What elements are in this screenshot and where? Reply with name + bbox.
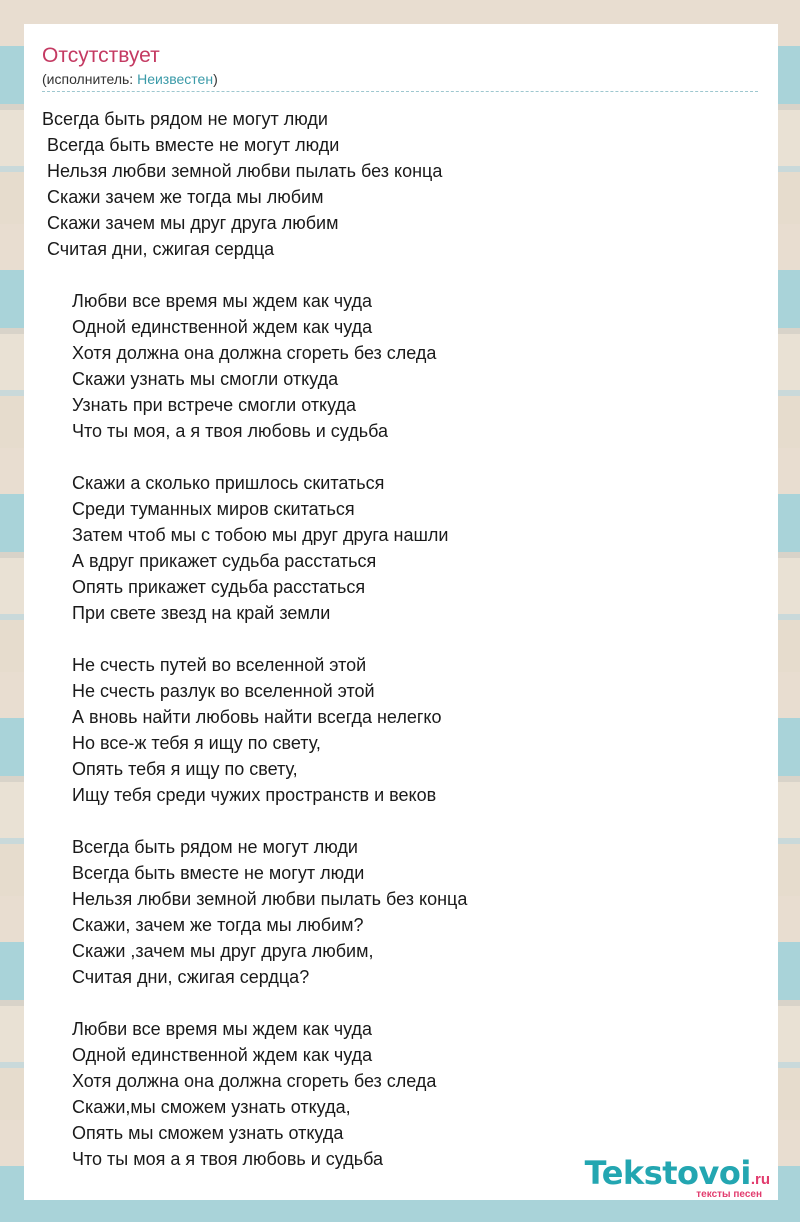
lyric-line: Всегда быть рядом не могут люди	[72, 837, 358, 857]
stanza	[42, 470, 467, 626]
song-header	[42, 42, 758, 92]
lyric-line: Скажи,мы сможем узнать откуда,	[72, 1097, 351, 1117]
lyric-line: Опять тебя я ищу по свету,	[72, 759, 298, 779]
stanza	[42, 288, 467, 444]
lyric-line: Считая дни, сжигая сердца	[42, 239, 275, 259]
logo-name: Tekstovoi	[584, 1154, 751, 1192]
stanza	[42, 106, 467, 262]
lyric-line: Хотя должна она должна сгореть без следа	[72, 1071, 437, 1091]
lyric-line: Скажи узнать мы смогли откуда	[72, 369, 339, 389]
lyric-line: Нельзя любви земной любви пылать без конца	[42, 161, 443, 181]
lyric-line: Всегда быть вместе не могут люди	[72, 863, 365, 883]
lyric-line: Считая дни, сжигая сердца?	[72, 967, 310, 987]
lyric-line: Скажи, зачем же тогда мы любим?	[72, 915, 364, 935]
stanza	[42, 1016, 467, 1172]
logo-tagline: тексты песен	[696, 1189, 762, 1200]
artist-link[interactable]: Неизвестен	[137, 71, 214, 87]
lyric-line: Скажи а сколько пришлось скитаться	[72, 473, 385, 493]
lyric-line: Скажи зачем мы друг друга любим	[42, 213, 339, 233]
lyric-line: Но все-ж тебя я ищу по свету,	[72, 733, 321, 753]
lyric-line: Что ты моя, а я твоя любовь и судьба	[72, 421, 389, 441]
lyric-line: Скажи ,зачем мы друг друга любим,	[72, 941, 374, 961]
song-title: Отсутствует	[42, 44, 160, 67]
stanza	[42, 834, 467, 990]
lyric-line: Нельзя любви земной любви пылать без конца	[72, 889, 468, 909]
artist-prefix: (исполнитель:	[42, 71, 138, 87]
lyric-line: Любви все время мы ждем как чуда	[72, 1019, 373, 1039]
lyric-line: Что ты моя а я твоя любовь и судьба	[72, 1149, 384, 1169]
lyric-line: Любви все время мы ждем как чуда	[72, 291, 373, 311]
lyric-line: Всегда быть рядом не могут люди	[42, 109, 328, 129]
lyric-line: При свете звезд на край земли	[72, 603, 331, 623]
lyrics-body	[42, 106, 467, 1198]
lyric-line: Не счесть разлук во вселенной этой	[72, 681, 375, 701]
lyric-line: Узнать при встрече смогли откуда	[72, 395, 357, 415]
lyric-line: Затем чтоб мы с тобою мы друг друга нашли	[72, 525, 449, 545]
lyric-line: Всегда быть вместе не могут люди	[42, 135, 340, 155]
lyric-line: Опять прикажет судьба расстаться	[72, 577, 366, 597]
lyric-line: Ищу тебя среди чужих пространств и веков	[72, 785, 437, 805]
logo-tld: .ru	[750, 1171, 770, 1188]
lyric-line: А вдруг прикажет судьба расстаться	[72, 551, 377, 571]
artist-suffix: )	[213, 71, 218, 87]
lyric-line: Одной единственной ждем как чуда	[72, 317, 373, 337]
lyric-line: А вновь найти любовь найти всегда нелегко	[72, 707, 442, 727]
lyric-line: Скажи зачем же тогда мы любим	[42, 187, 324, 207]
artist-line	[42, 70, 758, 88]
lyric-line: Среди туманных миров скитаться	[72, 499, 355, 519]
lyric-line: Опять мы сможем узнать откуда	[72, 1123, 344, 1143]
lyric-line: Хотя должна она должна сгореть без следа	[72, 343, 437, 363]
stanza	[42, 652, 467, 808]
lyric-line: Одной единственной ждем как чуда	[72, 1045, 373, 1065]
lyrics-page	[24, 24, 778, 1200]
lyric-line: Не счесть путей во вселенной этой	[72, 655, 367, 675]
site-logo[interactable]	[584, 1154, 770, 1200]
